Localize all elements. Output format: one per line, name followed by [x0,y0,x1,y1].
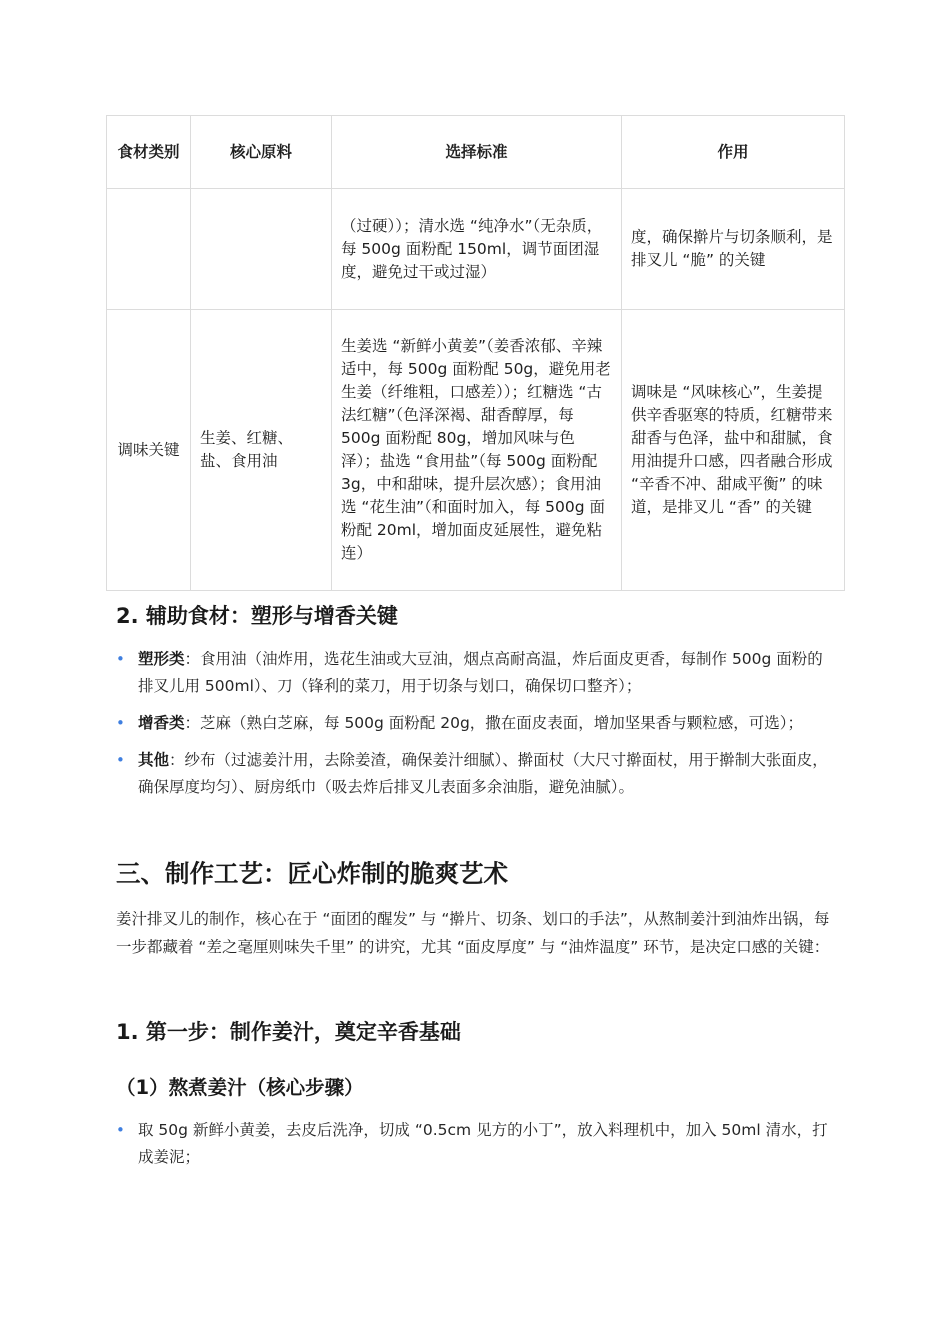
section-craft-title: 三、制作工艺：匠心炸制的脆爽艺术 [116,859,508,888]
cell-effect: 调味是 “风味核心”，生姜提供辛香驱寒的特质，红糖带来甜香与色泽，盐中和甜腻，食用油提升口感，四者融合形成 “辛香不冲、甜咸平衡” 的味道，是排叉儿 “香” 的关键 [622,310,845,591]
aux-list [116,646,836,811]
cell-category: 调味关键 [107,310,191,591]
header-effect: 作用 [622,116,845,189]
list-item-text: ：纱布（过滤姜汁用，去除姜渣，确保姜汁细腻）、擀面杖（大尺寸擀面杖，用于擀制大张面皮，确保厚度均匀）、厨房纸巾（吸去炸后排叉儿表面多余油脂，避免油腻）。 [138,751,828,796]
list-item [116,710,836,737]
table-row [107,189,845,310]
table-row [107,310,845,591]
list-item-text: 取 50g 新鲜小黄姜，去皮后洗净，切成 “0.5cm 见方的小丁”，放入料理机中，加入 50ml 清水，打成姜泥； [138,1121,828,1166]
list-item [116,646,836,700]
cell-standard: 生姜选 “新鲜小黄姜”（姜香浓郁、辛辣适中，每 500g 面粉配 50g，避免用老生姜（纤维粗，口感差））；红糖选 “古法红糖”（色泽深褐、甜香醇厚，每 500g 面粉配 80g，增加风味与色泽）；盐选 “食用盐”（每 500g 面粉配 3g，中和甜味，提升层次感）；食用油选 “花生油”（和面时加入，每 500g 面粉配 20ml，增加面皮延展性，避免粘连） [332,310,622,591]
cell-category [107,189,191,310]
bullet-icon: • [116,714,125,732]
list-item [116,1117,836,1171]
list-item [116,747,836,801]
bullet-icon: • [116,1121,125,1139]
step1-list [116,1117,836,1181]
ingredient-table [106,115,845,591]
list-item-label: 塑形类 [138,650,185,668]
list-item-label: 其他 [138,751,170,769]
step1-title: 1. 第一步：制作姜汁，奠定辛香基础 [116,1020,461,1044]
bullet-icon: • [116,650,125,668]
cell-effect: 度，确保擀片与切条顺利，是排叉儿 “脆” 的关键 [622,189,845,310]
header-ingredients: 核心原料 [191,116,332,189]
cell-ingredients: 生姜、红糖、盐、食用油 [191,310,332,591]
section-aux-title: 2. 辅助食材：塑形与增香关键 [116,604,398,628]
list-item-label: 增香类 [138,714,185,732]
bullet-icon: • [116,751,125,769]
section-craft-intro: 姜汁排叉儿的制作，核心在于 “面团的醒发” 与 “擀片、切条、划口的手法”，从熬制姜汁到油炸出锅，每一步都藏着 “差之毫厘则味失千里” 的讲究，尤其 “面皮厚度” 与 “油炸温度” 环节，是决定口感的关键： [116,910,830,956]
list-item-text: ：芝麻（熟白芝麻，每 500g 面粉配 20g，撒在面皮表面，增加坚果香与颗粒感，可选）； [184,714,804,732]
header-category: 食材类别 [107,116,191,189]
table-header-row [107,116,845,189]
cell-ingredients [191,189,332,310]
cell-standard: （过硬））；清水选 “纯净水”（无杂质，每 500g 面粉配 150ml，调节面团湿度，避免过干或过湿） [332,189,622,310]
header-standard: 选择标准 [332,116,622,189]
step1-sub-title: （1）熬煮姜汁（核心步骤） [116,1076,364,1099]
list-item-text: ：食用油（油炸用，选花生油或大豆油，烟点高耐高温，炸后面皮更香，每制作 500g 面粉的排叉儿用 500ml）、刀（锋利的菜刀，用于切条与划口，确保切口整齐）； [138,650,823,695]
